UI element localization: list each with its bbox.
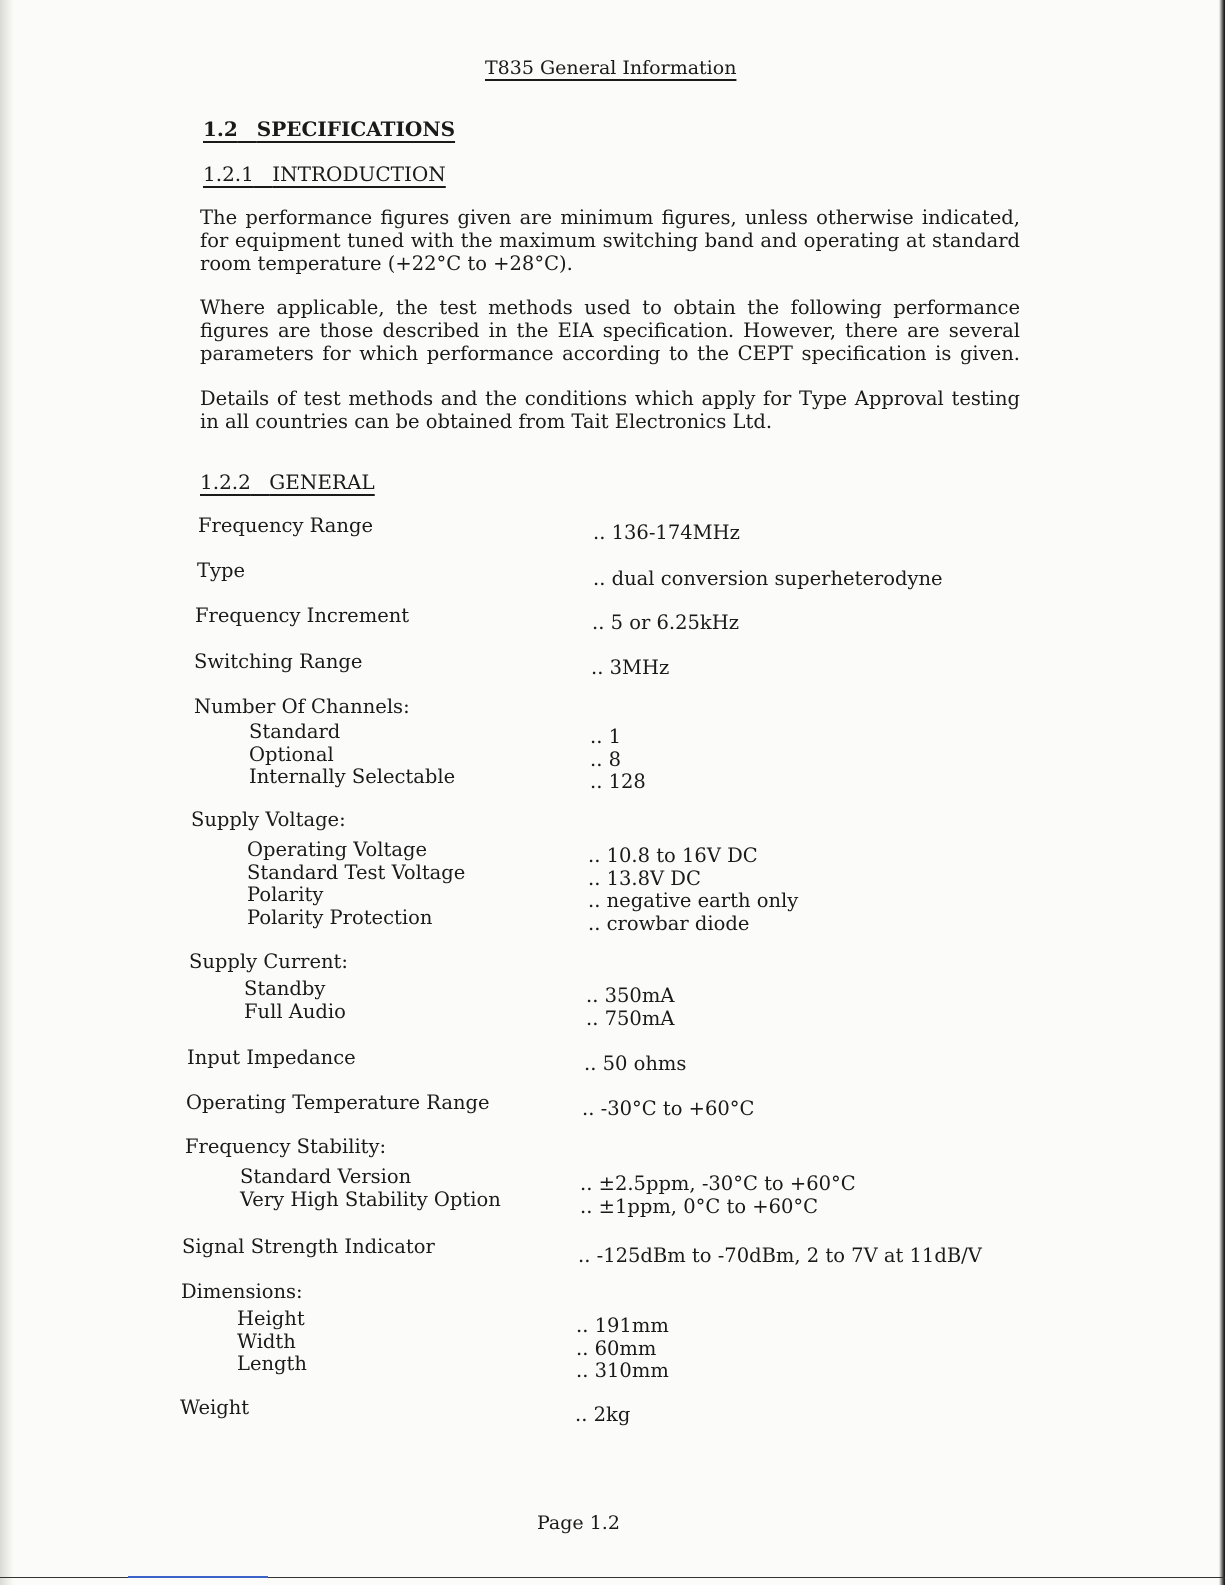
spec-label-signal-strength-indicator: Signal Strength Indicator — [182, 1235, 435, 1258]
paragraph-line: Where applicable, the test methods used to obtain the following performance — [200, 296, 1020, 319]
subsection-title: INTRODUCTION — [272, 162, 446, 186]
spec-label-weight: Weight — [180, 1396, 250, 1419]
section-number: 1.2 — [203, 117, 238, 141]
spec-sublabel: Standard Test Voltage — [247, 860, 466, 884]
spec-sublabel: Internally Selectable — [249, 765, 456, 788]
spec-subvalue: .. 1 — [590, 725, 622, 748]
spec-sublabels-dimensions — [237, 1308, 307, 1376]
spec-sublabels-frequency-stability — [240, 1166, 501, 1211]
page-header: T835 General Information — [485, 57, 737, 79]
spec-subvalue: .. 10.8 to 16V DC — [588, 844, 758, 867]
spec-subvalue: .. ±1ppm, 0°C to +60°C — [580, 1194, 819, 1218]
spec-sublabel: Full Audio — [244, 999, 346, 1023]
paragraph-line: figures are those described in the EIA specification. However, there are several — [200, 319, 1020, 342]
spec-label-frequency-range: Frequency Range — [198, 514, 374, 537]
spec-value-type: .. dual conversion superheterodyne — [593, 567, 943, 590]
spec-sublabel: Width — [237, 1329, 296, 1353]
spec-label-frequency-stability: Frequency Stability: — [185, 1135, 387, 1158]
spec-subvalues-dimensions — [576, 1315, 669, 1383]
paragraph-performance — [200, 206, 1020, 275]
paragraph-line: room temperature (+22°C to +28°C). — [200, 252, 573, 275]
spec-sublabel: Height — [237, 1307, 305, 1330]
scan-edge-left — [0, 0, 14, 1585]
spec-subvalues-supply-voltage — [588, 845, 798, 935]
paragraph-line: parameters for which performance according to the CEPT specification is given. — [200, 342, 1020, 365]
spec-label-frequency-increment: Frequency Increment — [195, 604, 410, 627]
spec-sublabel: Operating Voltage — [247, 838, 428, 861]
spec-label-input-impedance: Input Impedance — [187, 1046, 356, 1069]
spec-value-signal-strength-indicator: .. -125dBm to -70dBm, 2 to 7V at 11dB/V — [578, 1244, 982, 1267]
spec-subvalue: .. 750mA — [586, 1006, 675, 1030]
spec-sublabel: Standard Version — [240, 1165, 412, 1188]
spec-subvalues-frequency-stability — [580, 1173, 856, 1218]
spec-sublabel: Standard — [249, 720, 341, 743]
page-number: Page 1.2 — [537, 1512, 620, 1534]
subsection-number: 1.2.1 — [203, 162, 254, 186]
spec-label-supply-current: Supply Current: — [189, 950, 348, 973]
spec-sublabels-channels — [249, 721, 455, 789]
paragraph-line: The performance figures given are minimum figures, unless otherwise indicated, — [200, 206, 1020, 229]
spec-subvalue: .. crowbar diode — [588, 911, 750, 935]
section-title: SPECIFICATIONS — [256, 117, 456, 141]
spec-subvalue: .. 128 — [590, 770, 646, 793]
spec-value-switching-range: .. 3MHz — [591, 656, 670, 679]
subsection-heading-intro — [203, 162, 446, 186]
spec-subvalue: .. ±2.5ppm, -30°C to +60°C — [580, 1172, 856, 1195]
spec-subvalue: .. 350mA — [586, 984, 675, 1007]
paragraph-line: for equipment tuned with the maximum switching band and operating at standard — [200, 229, 1020, 252]
subsection-heading-general — [200, 470, 375, 494]
spec-subvalue: .. negative earth only — [588, 889, 799, 912]
subsection-title: GENERAL — [269, 470, 375, 494]
scan-edge-right — [1219, 0, 1225, 1585]
spec-sublabel: Very High Stability Option — [240, 1187, 501, 1211]
scan-bottom-mark — [128, 1576, 268, 1578]
spec-subvalues-channels — [590, 726, 646, 794]
spec-subvalue: .. 60mm — [576, 1336, 657, 1360]
spec-label-operating-temperature: Operating Temperature Range — [186, 1091, 490, 1114]
spec-sublabel: Length — [237, 1352, 307, 1375]
spec-sublabels-supply-voltage — [247, 839, 465, 929]
spec-sublabel: Polarity Protection — [247, 905, 433, 929]
paragraph-line: in all countries can be obtained from Tait Electronics Ltd. — [200, 410, 773, 433]
spec-value-operating-temperature: .. -30°C to +60°C — [582, 1097, 755, 1120]
spec-sublabel: Polarity — [247, 883, 324, 906]
paragraph-test-methods — [200, 296, 1020, 365]
spec-label-dimensions: Dimensions: — [181, 1280, 303, 1303]
spec-subvalue: .. 191mm — [576, 1314, 669, 1337]
spec-subvalue: .. 8 — [590, 747, 622, 771]
paragraph-details — [200, 387, 1020, 433]
spec-value-frequency-increment: .. 5 or 6.25kHz — [592, 611, 739, 634]
spec-subvalue: .. 310mm — [576, 1359, 669, 1382]
spec-value-frequency-range: .. 136-174MHz — [593, 521, 740, 544]
spec-sublabel: Standby — [244, 977, 326, 1000]
spec-sublabel: Optional — [249, 742, 334, 766]
spec-label-number-of-channels: Number Of Channels: — [194, 695, 410, 718]
spec-label-switching-range: Switching Range — [194, 650, 363, 673]
spec-subvalues-supply-current — [586, 985, 674, 1030]
spec-label-supply-voltage: Supply Voltage: — [191, 808, 346, 831]
spec-value-weight: .. 2kg — [575, 1403, 631, 1426]
spec-subvalue: .. 13.8V DC — [588, 866, 701, 890]
spec-value-input-impedance: .. 50 ohms — [584, 1052, 687, 1075]
spec-sublabels-supply-current — [244, 978, 346, 1023]
section-heading — [203, 117, 455, 141]
paragraph-line: Details of test methods and the conditions which apply for Type Approval testing — [200, 387, 1020, 410]
spec-label-type: Type — [197, 559, 246, 582]
subsection-number: 1.2.2 — [200, 470, 251, 494]
